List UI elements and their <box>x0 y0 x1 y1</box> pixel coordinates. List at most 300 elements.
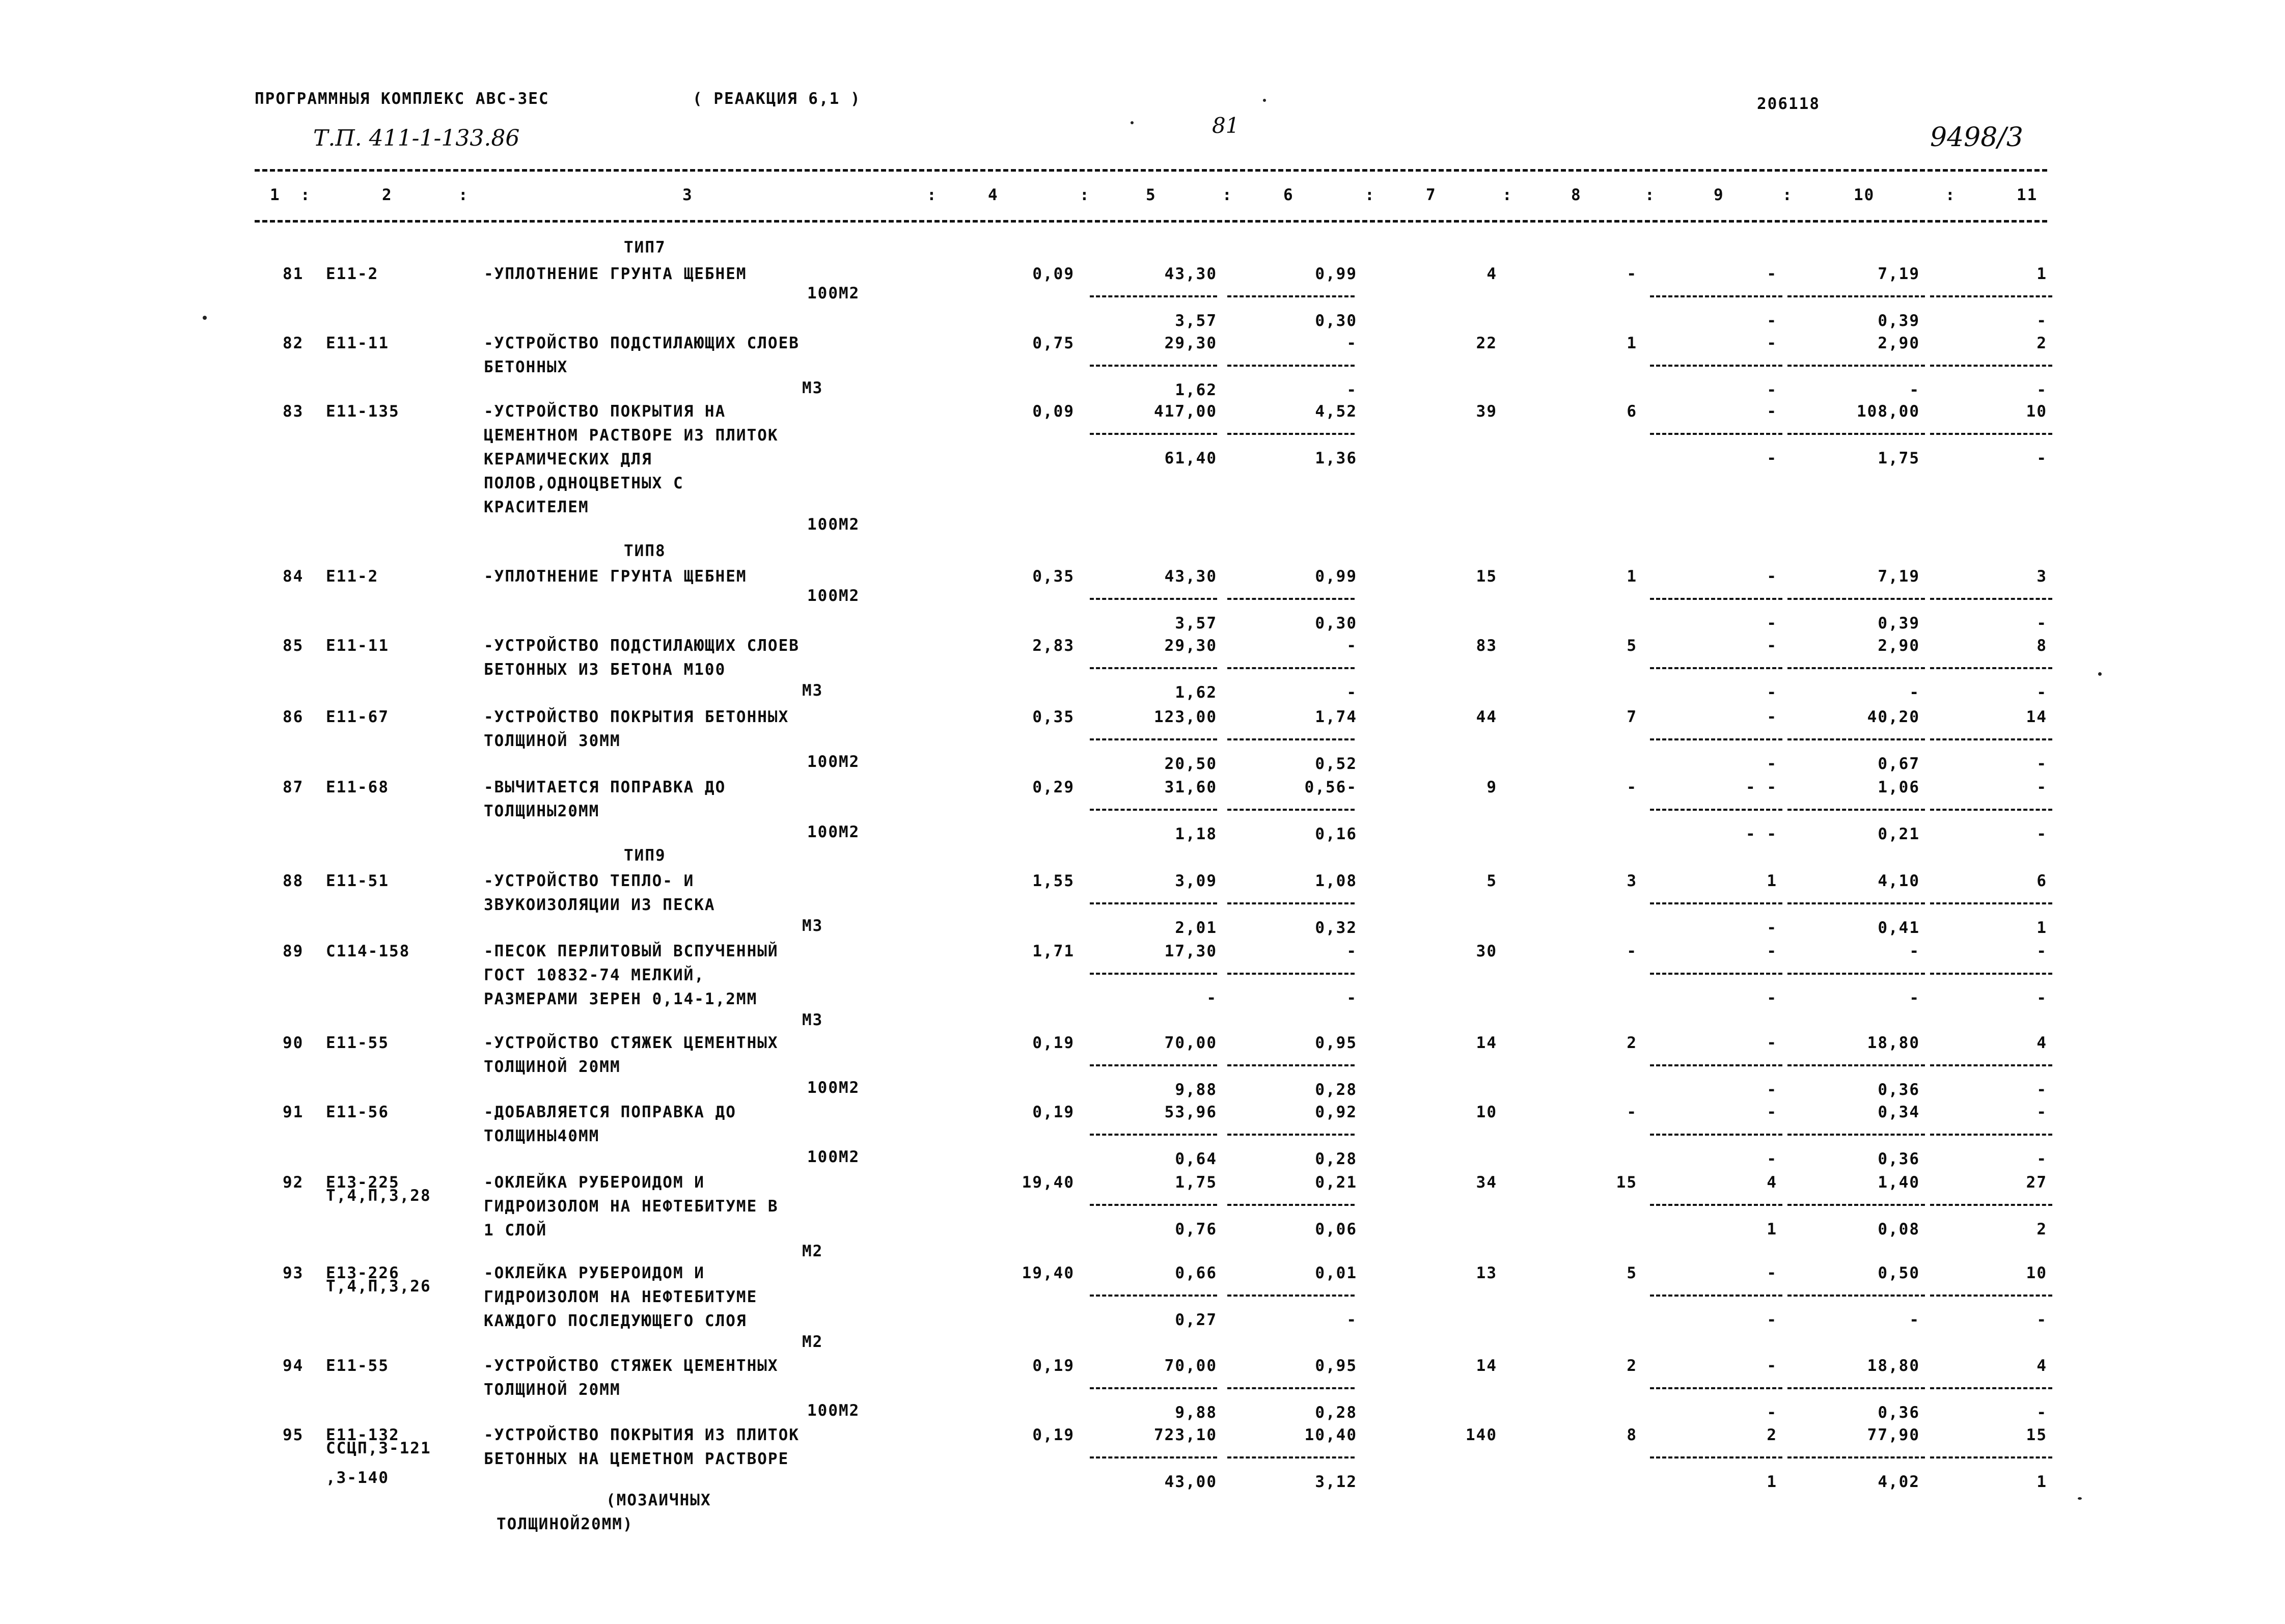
cell-divider <box>1227 433 1355 435</box>
machinist-hours: 0,36 <box>1878 1403 1920 1422</box>
work-description: ГИДРОИЗОЛОМ НА НЕФТЕБИТУМЕ <box>484 1288 758 1306</box>
column-separator: : <box>458 186 469 204</box>
column-separator: : <box>1945 186 1956 204</box>
machine-wage: 0,52 <box>1315 755 1357 773</box>
work-description: (МОЗАИЧНЫХ <box>606 1491 711 1509</box>
labor-total: - <box>2036 1103 2047 1121</box>
rate-code: Е11-55 <box>326 1357 389 1375</box>
machinist-hours: 0,08 <box>1878 1220 1920 1238</box>
cell-divider <box>1787 295 1925 297</box>
labor-total: 14 <box>2026 708 2047 726</box>
total-wage: - <box>1627 265 1637 283</box>
machinist-wage: - <box>1767 1403 1777 1422</box>
rate-code: Е11-2 <box>326 265 379 283</box>
cell-divider <box>1650 1134 1782 1136</box>
unit-cost: 123,00 <box>1154 708 1217 726</box>
work-description: 1 СЛОЙ <box>484 1221 547 1240</box>
total-cost: 44 <box>1476 708 1497 726</box>
labor-total: - <box>2036 778 2047 796</box>
cell-divider <box>1650 433 1782 435</box>
machine-cost: - <box>1346 942 1357 960</box>
rate-code: Е11-67 <box>326 708 389 726</box>
sheet-number: 9498/3 <box>1930 122 2023 153</box>
machinist-total: - <box>2036 1403 2047 1422</box>
cell-divider <box>1650 598 1782 600</box>
machinist-wage: - <box>1767 989 1777 1007</box>
machinist-hours: 1,75 <box>1878 449 1920 467</box>
row-number: 90 <box>283 1034 304 1052</box>
cell-divider <box>1227 667 1355 669</box>
unit-cost: 43,30 <box>1164 567 1217 586</box>
machine-total: - <box>1767 708 1777 726</box>
cell-divider <box>1227 1456 1355 1458</box>
quantity: 0,09 <box>1032 402 1075 421</box>
cell-divider <box>1227 973 1355 975</box>
total-wage: 5 <box>1627 637 1637 655</box>
row-number: 85 <box>283 637 304 655</box>
cell-divider <box>1650 667 1782 669</box>
scan-speck <box>1131 121 1134 124</box>
total-wage: 2 <box>1627 1357 1637 1375</box>
machine-total: - <box>1767 402 1777 421</box>
cell-divider <box>1650 1064 1782 1066</box>
work-description: КРАСИТЕЛЕМ <box>484 498 589 516</box>
cell-divider <box>1650 1387 1782 1389</box>
work-description: ПОЛОВ,ОДНОЦВЕТНЫХ С <box>484 474 684 492</box>
wage-cost: 0,27 <box>1175 1311 1217 1329</box>
labor-hours: 2,90 <box>1878 334 1920 352</box>
machine-wage: 0,32 <box>1315 919 1357 937</box>
work-description: -УПЛОТНЕНИЕ ГРУНТА ЩЕБНЕМ <box>484 567 747 586</box>
machine-total: 4 <box>1767 1173 1777 1192</box>
labor-total: 27 <box>2026 1173 2047 1192</box>
machine-cost: 1,08 <box>1315 872 1357 890</box>
scan-speck <box>1263 99 1266 102</box>
machine-wage: 0,28 <box>1315 1081 1357 1099</box>
cell-divider <box>1227 1204 1355 1206</box>
unit-of-measure: 100М2 <box>807 1079 860 1097</box>
total-cost: 39 <box>1476 402 1497 421</box>
cell-divider <box>1090 1295 1217 1297</box>
total-cost: 4 <box>1486 265 1497 283</box>
work-description: КАЖДОГО ПОСЛЕДУЮЩЕГО СЛОЯ <box>484 1312 747 1330</box>
machinist-hours: - <box>1909 1311 1920 1329</box>
cell-divider <box>1787 973 1925 975</box>
total-wage: 15 <box>1616 1173 1637 1192</box>
machinist-hours: 0,36 <box>1878 1081 1920 1099</box>
machine-total: - <box>1767 1034 1777 1052</box>
cell-divider <box>1650 1456 1782 1458</box>
column-separator: : <box>927 186 938 204</box>
cell-divider <box>1930 365 2052 367</box>
machinist-hours: 0,39 <box>1878 614 1920 632</box>
cell-divider <box>1090 1387 1217 1389</box>
quantity: 0,19 <box>1032 1034 1075 1052</box>
wage-cost: 3,57 <box>1175 614 1217 632</box>
machinist-wage: - <box>1767 1081 1777 1099</box>
labor-total: 4 <box>2036 1034 2047 1052</box>
work-description: -ОКЛЕЙКА РУБЕРОИДОМ И <box>484 1264 705 1282</box>
cell-divider <box>1090 1064 1217 1066</box>
cell-divider <box>1787 433 1925 435</box>
machine-cost: 0,01 <box>1315 1264 1357 1282</box>
machinist-total: 2 <box>2036 1220 2047 1238</box>
total-wage: 5 <box>1627 1264 1637 1282</box>
unit-cost: 1,75 <box>1175 1173 1217 1192</box>
unit-cost: 29,30 <box>1164 334 1217 352</box>
type-label: ТИП8 <box>624 542 666 560</box>
cell-divider <box>1930 667 2052 669</box>
unit-of-measure: М3 <box>802 917 823 935</box>
cell-divider <box>1090 667 1217 669</box>
wage-cost: 20,50 <box>1164 755 1217 773</box>
work-description: -УСТРОЙСТВО ПОДСТИЛАЮЩИХ СЛОЕВ <box>484 334 800 352</box>
work-description: -УСТРОЙСТВО ПОКРЫТИЯ ИЗ ПЛИТОК <box>484 1426 800 1444</box>
labor-hours: 1,40 <box>1878 1173 1920 1192</box>
labor-total: 10 <box>2026 402 2047 421</box>
machine-wage: 0,28 <box>1315 1403 1357 1422</box>
work-description: ТОЛЩИНОЙ 30ММ <box>484 732 621 750</box>
work-description: -УСТРОЙСТВО ТЕПЛО- И <box>484 872 695 890</box>
work-description: ТОЛЩИНОЙ 20ММ <box>484 1381 621 1399</box>
cell-divider <box>1787 598 1925 600</box>
rate-code-note: ССЦП,3-121 <box>326 1439 431 1457</box>
cell-divider <box>1090 738 1217 740</box>
quantity: 2,83 <box>1032 637 1075 655</box>
cell-divider <box>1227 738 1355 740</box>
work-description: КЕРАМИЧЕСКИХ ДЛЯ <box>484 450 652 469</box>
work-description: -УСТРОЙСТВО ПОКРЫТИЯ БЕТОННЫХ <box>484 708 789 726</box>
labor-total: 15 <box>2026 1426 2047 1444</box>
work-description: ТОЛЩИНЫ20ММ <box>484 802 600 820</box>
work-description: БЕТОННЫХ НА ЦЕМЕТНОМ РАСТВОРЕ <box>484 1450 789 1468</box>
labor-hours: 18,80 <box>1867 1034 1920 1052</box>
machine-wage: 0,30 <box>1315 312 1357 330</box>
cell-divider <box>1787 1456 1925 1458</box>
cell-divider <box>1930 1064 2052 1066</box>
rate-code-note: Т,4,П,3,26 <box>326 1277 431 1296</box>
machine-cost: 0,95 <box>1315 1034 1357 1052</box>
column-header-7: 7 <box>1426 186 1437 204</box>
cell-divider <box>1090 902 1217 904</box>
work-description: ЦЕМЕНТНОМ РАСТВОРЕ ИЗ ПЛИТОК <box>484 426 779 445</box>
machine-total: 2 <box>1767 1426 1777 1444</box>
total-wage: 7 <box>1627 708 1637 726</box>
machinist-total: - <box>2036 614 2047 632</box>
cell-divider <box>1650 809 1782 811</box>
cell-divider <box>1650 902 1782 904</box>
machine-wage: 0,06 <box>1315 1220 1357 1238</box>
unit-cost: 70,00 <box>1164 1034 1217 1052</box>
rate-code: Е11-11 <box>326 637 389 655</box>
cell-divider <box>1227 1387 1355 1389</box>
rate-code: Е11-68 <box>326 778 389 796</box>
total-wage: 2 <box>1627 1034 1637 1052</box>
rate-code: Е11-2 <box>326 567 379 586</box>
work-description: -ДОБАВЛЯЕТСЯ ПОПРАВКА ДО <box>484 1103 736 1121</box>
unit-of-measure: М3 <box>802 1011 823 1029</box>
row-number: 87 <box>283 778 304 796</box>
row-number: 94 <box>283 1357 304 1375</box>
machinist-hours: - <box>1909 683 1920 702</box>
machine-cost: 10,40 <box>1304 1426 1357 1444</box>
row-number: 81 <box>283 265 304 283</box>
machinist-wage: - <box>1767 614 1777 632</box>
machine-wage: - <box>1346 683 1357 702</box>
wage-cost: 0,64 <box>1175 1150 1217 1168</box>
wage-cost: 2,01 <box>1175 919 1217 937</box>
cell-divider <box>1090 973 1217 975</box>
work-description: -УСТРОЙСТВО ПОДСТИЛАЮЩИХ СЛОЕВ <box>484 637 800 655</box>
machine-cost: 0,99 <box>1315 265 1357 283</box>
machinist-wage: - <box>1767 381 1777 399</box>
total-wage: - <box>1627 942 1637 960</box>
unit-of-measure: 100М2 <box>807 1148 860 1166</box>
machine-total: - <box>1767 265 1777 283</box>
labor-hours: 40,20 <box>1867 708 1920 726</box>
column-separator: : <box>1502 186 1513 204</box>
column-separator: : <box>1365 186 1375 204</box>
cell-divider <box>1930 1295 2052 1297</box>
quantity: 19,40 <box>1022 1264 1075 1282</box>
machine-wage: 1,36 <box>1315 449 1357 467</box>
cell-divider <box>1650 738 1782 740</box>
unit-cost: 0,66 <box>1175 1264 1217 1282</box>
unit-of-measure: М2 <box>802 1333 823 1351</box>
total-wage: 6 <box>1627 402 1637 421</box>
machine-total: - <box>1767 334 1777 352</box>
machinist-hours: - <box>1909 381 1920 399</box>
machine-cost: 0,21 <box>1315 1173 1357 1192</box>
machinist-hours: 0,67 <box>1878 755 1920 773</box>
cell-divider <box>1930 433 2052 435</box>
quantity: 1,71 <box>1032 942 1075 960</box>
cell-divider <box>1930 809 2052 811</box>
row-number: 84 <box>283 567 304 586</box>
total-cost: 15 <box>1476 567 1497 586</box>
total-wage: 1 <box>1627 567 1637 586</box>
scan-speck <box>2078 1497 2082 1500</box>
cell-divider <box>1930 973 2052 975</box>
cell-divider <box>1090 433 1217 435</box>
total-wage: - <box>1627 1103 1637 1121</box>
labor-total: - <box>2036 942 2047 960</box>
labor-hours: 2,90 <box>1878 637 1920 655</box>
machinist-hours: - <box>1909 989 1920 1007</box>
cell-divider <box>1090 809 1217 811</box>
unit-cost: 723,10 <box>1154 1426 1217 1444</box>
machine-total: - <box>1767 637 1777 655</box>
machine-wage: 0,28 <box>1315 1150 1357 1168</box>
machinist-wage: - <box>1767 312 1777 330</box>
cell-divider <box>1227 1134 1355 1136</box>
cell-divider <box>1930 738 2052 740</box>
machinist-wage: - <box>1767 919 1777 937</box>
work-description: БЕТОННЫХ <box>484 358 568 376</box>
cell-divider <box>1090 1134 1217 1136</box>
total-cost: 14 <box>1476 1034 1497 1052</box>
unit-cost: 3,09 <box>1175 872 1217 890</box>
total-cost: 34 <box>1476 1173 1497 1192</box>
rate-code-note: Т,4,П,3,28 <box>326 1187 431 1205</box>
total-cost: 5 <box>1486 872 1497 890</box>
wage-cost: 9,88 <box>1175 1081 1217 1099</box>
total-cost: 22 <box>1476 334 1497 352</box>
machine-total: - <box>1767 1103 1777 1121</box>
header-bottom-rule <box>255 220 2047 223</box>
machine-cost: 0,95 <box>1315 1357 1357 1375</box>
cell-divider <box>1227 1064 1355 1066</box>
work-description: -ПЕСОК ПЕРЛИТОВЫЙ ВСПУЧЕННЫЙ <box>484 942 779 960</box>
machinist-total: 1 <box>2036 919 2047 937</box>
cell-divider <box>1090 1456 1217 1458</box>
machine-total: - <box>1767 567 1777 586</box>
labor-hours: 108,00 <box>1857 402 1920 421</box>
machinist-total: - <box>2036 1081 2047 1099</box>
work-description: ГОСТ 10832-74 МЕЛКИЙ, <box>484 966 705 984</box>
column-header-9: 9 <box>1714 186 1724 204</box>
row-number: 88 <box>283 872 304 890</box>
work-description: БЕТОННЫХ ИЗ БЕТОНА М100 <box>484 660 726 679</box>
column-header-10: 10 <box>1854 186 1875 204</box>
quantity: 0,19 <box>1032 1357 1075 1375</box>
rate-code: Е11-132 <box>326 1426 400 1444</box>
wage-cost: 0,76 <box>1175 1220 1217 1238</box>
labor-hours: 18,80 <box>1867 1357 1920 1375</box>
cell-divider <box>1787 738 1925 740</box>
machinist-total: 1 <box>2036 1473 2047 1491</box>
column-header-8: 8 <box>1571 186 1582 204</box>
column-separator: : <box>300 186 311 204</box>
machinist-hours: 0,36 <box>1878 1150 1920 1168</box>
machinist-wage: - - <box>1746 825 1777 843</box>
total-cost: 13 <box>1476 1264 1497 1282</box>
row-number: 92 <box>283 1173 304 1192</box>
row-number: 83 <box>283 402 304 421</box>
rate-code: Е11-56 <box>326 1103 389 1121</box>
machine-wage: 3,12 <box>1315 1473 1357 1491</box>
work-description: -УСТРОЙСТВО СТЯЖЕК ЦЕМЕНТНЫХ <box>484 1357 779 1375</box>
cell-divider <box>1650 1295 1782 1297</box>
work-description: ЗВУКОИЗОЛЯЦИИ ИЗ ПЕСКА <box>484 896 715 914</box>
cell-divider <box>1650 295 1782 297</box>
machinist-total: - <box>2036 381 2047 399</box>
cell-divider <box>1787 1134 1925 1136</box>
unit-of-measure: М3 <box>802 379 823 397</box>
labor-total: 6 <box>2036 872 2047 890</box>
machinist-total: - <box>2036 755 2047 773</box>
labor-hours: 77,90 <box>1867 1426 1920 1444</box>
labor-hours: 1,06 <box>1878 778 1920 796</box>
machine-wage: 0,16 <box>1315 825 1357 843</box>
cell-divider <box>1227 365 1355 367</box>
unit-cost: 29,30 <box>1164 637 1217 655</box>
work-description: ГИДРОИЗОЛОМ НА НЕФТЕБИТУМЕ В <box>484 1197 779 1216</box>
column-separator: : <box>1645 186 1656 204</box>
column-separator: : <box>1080 186 1090 204</box>
machinist-wage: - <box>1767 1311 1777 1329</box>
work-description: ТОЛЩИНОЙ 20ММ <box>484 1058 621 1076</box>
cell-divider <box>1227 809 1355 811</box>
machinist-total: - <box>2036 312 2047 330</box>
machinist-wage: 1 <box>1767 1473 1777 1491</box>
row-number: 95 <box>283 1426 304 1444</box>
document-code: 206118 <box>1757 95 1820 113</box>
cell-divider <box>1650 973 1782 975</box>
quantity: 0,35 <box>1032 708 1075 726</box>
labor-hours: 0,50 <box>1878 1264 1920 1282</box>
cell-divider <box>1227 598 1355 600</box>
quantity: 0,09 <box>1032 265 1075 283</box>
wage-cost: 61,40 <box>1164 449 1217 467</box>
labor-hours: 7,19 <box>1878 567 1920 586</box>
cell-divider <box>1787 667 1925 669</box>
rate-code: Е11-51 <box>326 872 389 890</box>
total-wage: 3 <box>1627 872 1637 890</box>
cell-divider <box>1930 295 2052 297</box>
unit-of-measure: 100М2 <box>807 587 860 605</box>
machinist-wage: 1 <box>1767 1220 1777 1238</box>
machinist-wage: - <box>1767 683 1777 702</box>
scan-speck <box>203 316 207 320</box>
machinist-hours: 4,02 <box>1878 1473 1920 1491</box>
program-title: ПРОГРАММНЫЯ КОМПЛЕКС АВС-ЗЕС <box>255 90 549 108</box>
work-description: ТОЛЩИНОЙ20ММ) <box>497 1515 634 1533</box>
column-separator: : <box>1222 186 1233 204</box>
column-separator: : <box>1782 186 1793 204</box>
header-top-rule <box>255 169 2047 172</box>
machine-cost: 1,74 <box>1315 708 1357 726</box>
labor-total: 2 <box>2036 334 2047 352</box>
labor-total: 4 <box>2036 1357 2047 1375</box>
row-number: 86 <box>283 708 304 726</box>
type-label: ТИП9 <box>624 846 666 865</box>
row-number: 93 <box>283 1264 304 1282</box>
machine-wage: - <box>1346 1311 1357 1329</box>
column-header-3: 3 <box>682 186 693 204</box>
wage-cost: 1,62 <box>1175 381 1217 399</box>
total-wage: - <box>1627 778 1637 796</box>
edition-label: ( РЕААКЦИЯ 6,1 ) <box>693 90 861 108</box>
type-label: ТИП7 <box>624 238 666 257</box>
cell-divider <box>1930 1204 2052 1206</box>
page-number: 81 <box>1212 113 1240 138</box>
rate-code: С114-158 <box>326 942 410 960</box>
work-description: ТОЛЩИНЫ40ММ <box>484 1127 600 1145</box>
machine-cost: 0,99 <box>1315 567 1357 586</box>
rate-code-note: ,3-140 <box>326 1469 389 1487</box>
row-number: 91 <box>283 1103 304 1121</box>
unit-of-measure: 100М2 <box>807 515 860 534</box>
machine-total: 1 <box>1767 872 1777 890</box>
total-cost: 9 <box>1486 778 1497 796</box>
cell-divider <box>1090 365 1217 367</box>
cell-divider <box>1227 902 1355 904</box>
work-description: -УПЛОТНЕНИЕ ГРУНТА ЩЕБНЕМ <box>484 265 747 283</box>
machine-wage: - <box>1346 381 1357 399</box>
scan-speck <box>2098 672 2102 676</box>
column-header-4: 4 <box>988 186 999 204</box>
unit-of-measure: 100М2 <box>807 1401 860 1420</box>
machine-total: - <box>1767 1264 1777 1282</box>
machinist-hours: 0,39 <box>1878 312 1920 330</box>
machinist-total: - <box>2036 449 2047 467</box>
wage-cost: 9,88 <box>1175 1403 1217 1422</box>
machine-total: - - <box>1746 778 1777 796</box>
total-cost: 140 <box>1466 1426 1497 1444</box>
total-cost: 14 <box>1476 1357 1497 1375</box>
machinist-wage: - <box>1767 449 1777 467</box>
